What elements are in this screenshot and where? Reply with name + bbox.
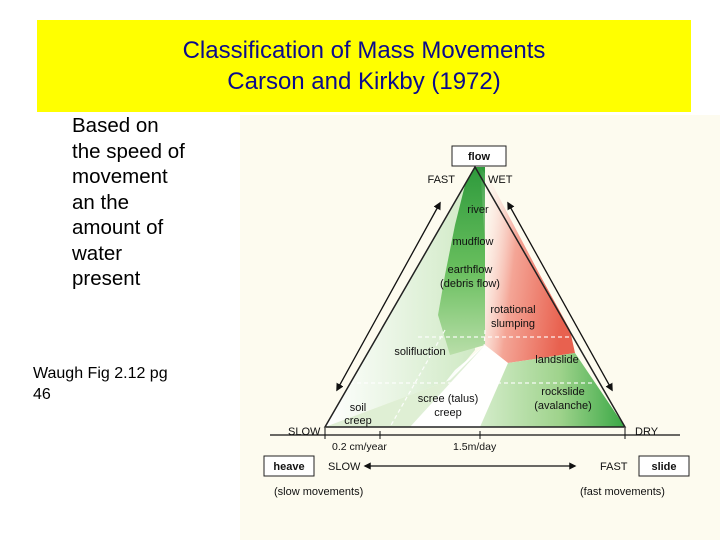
apex-wet-label: WET <box>488 174 513 186</box>
movement-rockslide: rockslide <box>541 386 585 398</box>
movement-mudflow: mudflow <box>452 236 494 248</box>
reference-line: 46 <box>33 386 51 403</box>
title-bar <box>37 20 691 112</box>
slow-movements-caption: (slow movements) <box>274 486 364 498</box>
figure-reference <box>33 363 168 405</box>
fast-movements-caption: (fast movements) <box>580 486 665 498</box>
movement-slumping: slumping <box>490 318 536 330</box>
movement-rotational: rotational <box>490 304 536 316</box>
description-line: water <box>72 241 123 265</box>
movement-soil: soil <box>349 402 367 414</box>
reference-line: Waugh Fig 2.12 pg <box>33 365 168 382</box>
movement-earthflow: earthflow <box>447 264 493 276</box>
description-text <box>72 113 222 292</box>
movement-avalanche: (avalanche) <box>534 400 592 412</box>
movement-soil-creep: creep <box>344 415 372 427</box>
slide-subtitle: Carson and Kirkby (1972) <box>227 68 501 95</box>
apex-fast-label: FAST <box>427 174 455 186</box>
corner-dry-label: DRY <box>635 426 659 438</box>
mass-movement-diagram <box>240 115 720 540</box>
description-line: Based on <box>72 114 159 137</box>
corner-slow-label: SLOW <box>288 426 321 438</box>
bottom-slow-label: SLOW <box>328 461 361 473</box>
movement-scree: scree (talus) <box>417 393 479 405</box>
triangle-svg <box>240 115 720 540</box>
movement-scree-creep: creep <box>434 407 462 419</box>
bottom-fast-label: FAST <box>600 461 628 473</box>
description-line: present <box>72 267 141 290</box>
description-line: movement <box>72 165 168 188</box>
description-line: the speed of <box>72 139 185 163</box>
movement-debris-flow: (debris flow) <box>440 278 500 290</box>
description-line: amount of <box>72 216 164 239</box>
movement-river: river <box>467 204 489 216</box>
rate-label-1: 0.2 cm/year <box>332 441 387 453</box>
slide-label: slide <box>651 461 677 473</box>
red-region <box>480 167 575 363</box>
heave-label: heave <box>273 461 305 473</box>
flow-label: flow <box>468 151 490 163</box>
description-line: an the <box>72 190 129 214</box>
movement-landslide: landslide <box>535 354 579 366</box>
movement-solifluction: solifluction <box>394 346 446 358</box>
rate-label-2: 1.5m/day <box>453 441 497 453</box>
slide-title: Classification of Mass Movements <box>182 37 546 64</box>
